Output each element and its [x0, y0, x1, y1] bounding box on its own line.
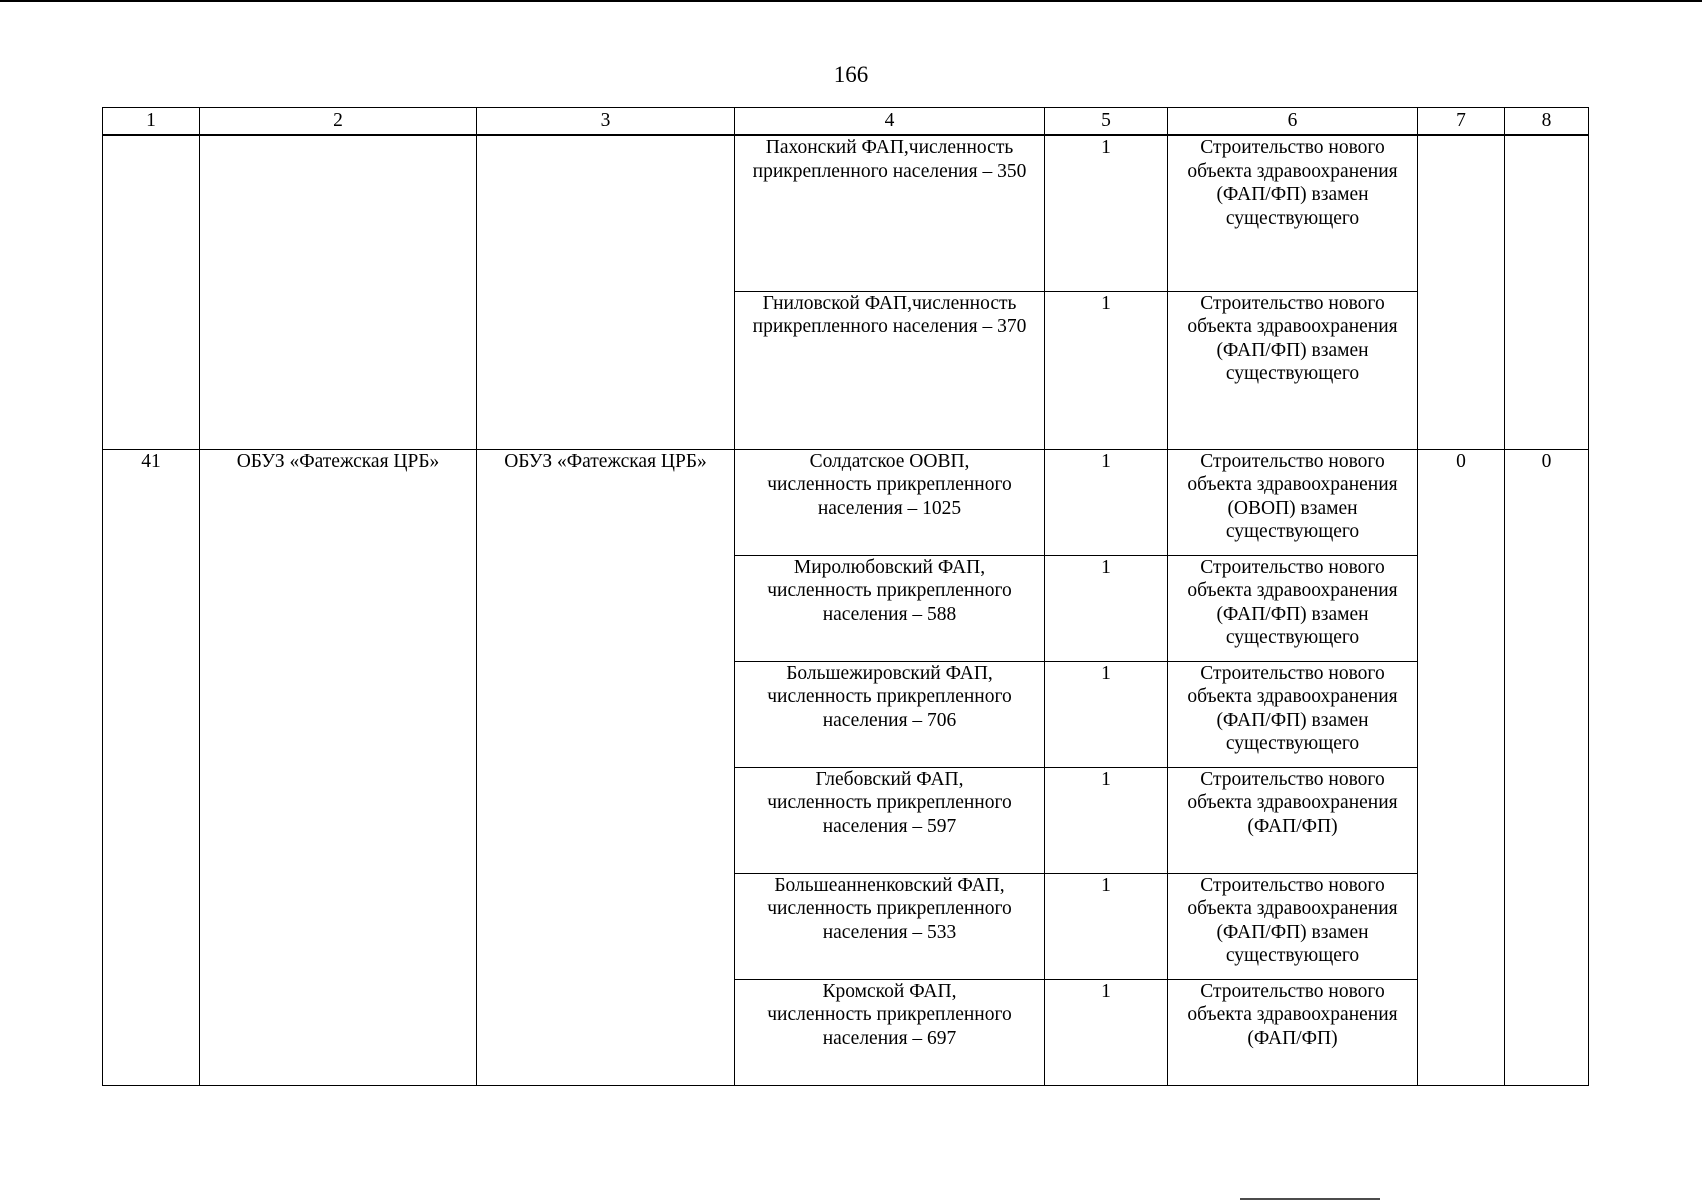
action-line: существующего	[1225, 521, 1360, 542]
count-cell: 1	[1045, 767, 1168, 873]
empty-col-2	[200, 135, 477, 449]
action-line: объекта здравоохранения	[1187, 316, 1398, 337]
count-cell: 1	[1045, 135, 1168, 291]
count-cell: 1	[1045, 555, 1168, 661]
facility-line: численность прикрепленного	[767, 792, 1012, 813]
facility-line: населения – 1025	[817, 497, 962, 519]
facility-cell	[735, 873, 1045, 979]
empty-col-7	[1418, 135, 1505, 449]
facility-line: Солдатское ООВП,	[809, 450, 970, 472]
facility-line: Пахонский ФАП,численность	[765, 137, 1014, 158]
action-line: существующего	[1225, 733, 1360, 754]
table-row	[103, 135, 1589, 291]
col8-value-cell: 0	[1505, 449, 1589, 1085]
action-line: Строительство нового	[1200, 662, 1385, 684]
action-line: объекта здравоохранения	[1187, 792, 1398, 813]
col7-value-cell: 0	[1418, 449, 1505, 1085]
facility-line: Глебовский ФАП,	[815, 768, 964, 790]
facility-line: численность прикрепленного	[767, 1004, 1012, 1025]
action-cell	[1168, 767, 1418, 873]
action-line: Строительство нового	[1200, 137, 1385, 158]
count-cell: 1	[1045, 873, 1168, 979]
action-line: (ОВОП) взамен	[1227, 497, 1358, 519]
table-row	[103, 449, 1589, 555]
action-cell	[1168, 661, 1418, 767]
top-border-rule	[0, 0, 1702, 2]
organization-cell: ОБУЗ «Фатежская ЦРБ»	[477, 449, 735, 1085]
facility-cell	[735, 979, 1045, 1085]
facility-cell	[735, 291, 1045, 449]
action-line: объекта здравоохранения	[1187, 686, 1398, 707]
facility-line: прикрепленного населения – 350	[752, 160, 1027, 182]
action-line: существующего	[1225, 363, 1360, 384]
facility-line: прикрепленного населения – 370	[752, 316, 1027, 337]
row-number-cell: 41	[103, 449, 200, 1085]
facility-line: населения – 697	[822, 1027, 957, 1049]
action-line: (ФАП/ФП) взамен	[1216, 184, 1369, 205]
empty-col-1	[103, 135, 200, 449]
facility-line: численность прикрепленного	[767, 474, 1012, 495]
facility-cell	[735, 135, 1045, 291]
count-cell: 1	[1045, 291, 1168, 449]
action-cell	[1168, 873, 1418, 979]
facilities-table	[102, 107, 1589, 1086]
action-line: объекта здравоохранения	[1187, 474, 1398, 495]
facility-line: населения – 597	[822, 815, 957, 837]
action-line: Строительство нового	[1200, 556, 1385, 578]
action-line: (ФАП/ФП) взамен	[1216, 921, 1369, 943]
page-number: 166	[833, 62, 869, 87]
facility-line: численность прикрепленного	[767, 898, 1012, 919]
action-line: (ФАП/ФП) взамен	[1216, 603, 1369, 625]
action-line: (ФАП/ФП)	[1247, 1027, 1338, 1049]
action-line: Строительство нового	[1200, 980, 1385, 1002]
action-cell	[1168, 449, 1418, 555]
empty-col-3	[477, 135, 735, 449]
action-line: Строительство нового	[1200, 874, 1385, 896]
facility-cell	[735, 449, 1045, 555]
facility-line: Гниловской ФАП,численность	[762, 292, 1017, 314]
action-line: Строительство нового	[1200, 768, 1385, 790]
action-cell	[1168, 135, 1418, 291]
action-line: (ФАП/ФП) взамен	[1216, 709, 1369, 731]
header-col-5: 5	[1045, 108, 1168, 136]
header-col-4: 4	[735, 108, 1045, 136]
count-cell: 1	[1045, 661, 1168, 767]
action-line: объекта здравоохранения	[1187, 1004, 1398, 1025]
count-cell: 1	[1045, 979, 1168, 1085]
facility-line: численность прикрепленного	[767, 580, 1012, 601]
action-cell	[1168, 555, 1418, 661]
action-line: Строительство нового	[1200, 450, 1385, 472]
facility-line: Большежировский ФАП,	[786, 662, 993, 684]
facility-cell	[735, 661, 1045, 767]
header-row	[103, 108, 1589, 136]
empty-col-8	[1505, 135, 1589, 449]
header-col-2: 2	[200, 108, 477, 136]
facility-line: Кромской ФАП,	[822, 980, 957, 1002]
header-col-7: 7	[1418, 108, 1505, 136]
action-line: Строительство нового	[1200, 292, 1385, 314]
count-cell: 1	[1045, 449, 1168, 555]
action-line: (ФАП/ФП) взамен	[1216, 339, 1369, 361]
action-line: существующего	[1225, 207, 1360, 229]
action-line: (ФАП/ФП)	[1247, 815, 1338, 837]
action-line: существующего	[1225, 627, 1360, 648]
header-col-1: 1	[103, 108, 200, 136]
action-cell	[1168, 979, 1418, 1085]
action-line: объекта здравоохранения	[1187, 160, 1398, 182]
facility-line: Миролюбовский ФАП,	[793, 556, 986, 578]
action-line: существующего	[1225, 945, 1360, 966]
facility-line: населения – 588	[822, 603, 957, 625]
facility-line: численность прикрепленного	[767, 686, 1012, 707]
facility-cell	[735, 555, 1045, 661]
header-col-8: 8	[1505, 108, 1589, 136]
action-cell	[1168, 291, 1418, 449]
header-col-6: 6	[1168, 108, 1418, 136]
action-line: объекта здравоохранения	[1187, 580, 1398, 601]
facility-line: населения – 706	[822, 709, 957, 731]
organization-cell: ОБУЗ «Фатежская ЦРБ»	[200, 449, 477, 1085]
facility-cell	[735, 767, 1045, 873]
facility-line: Большеанненковский ФАП,	[774, 874, 1005, 896]
facility-line: населения – 533	[822, 921, 957, 943]
action-line: объекта здравоохранения	[1187, 898, 1398, 919]
header-col-3: 3	[477, 108, 735, 136]
